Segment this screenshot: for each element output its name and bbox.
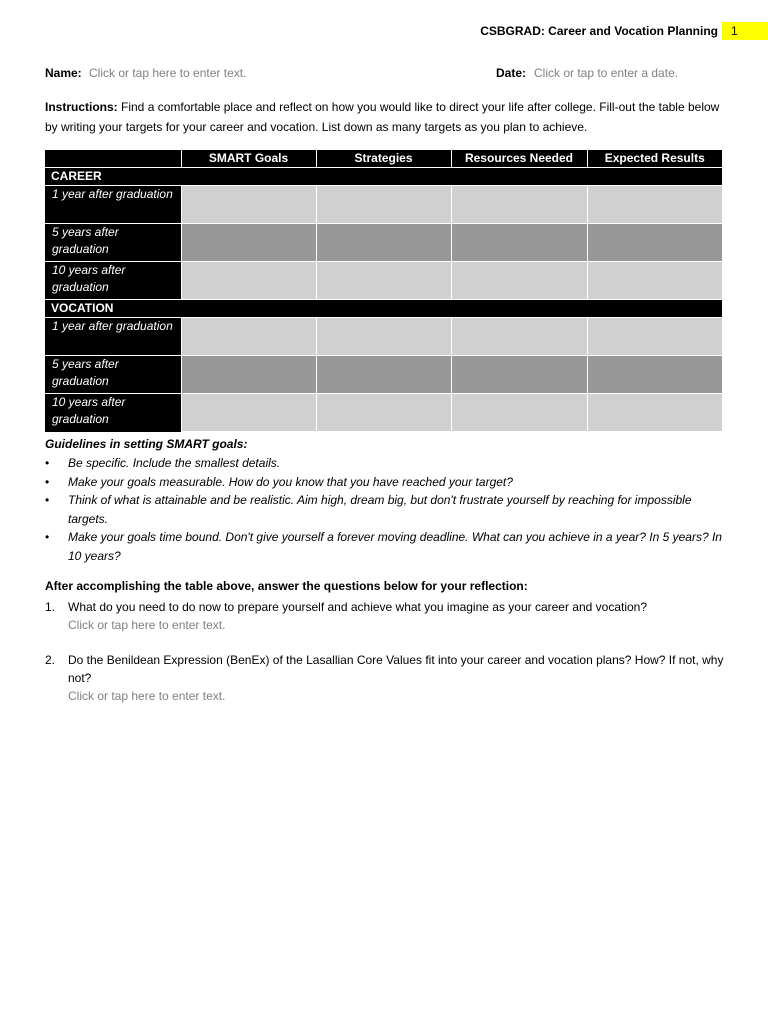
- table-cell-input[interactable]: [451, 394, 587, 432]
- bullet-icon: •: [45, 493, 50, 507]
- table-cell-input[interactable]: [181, 224, 316, 262]
- answer-field[interactable]: Click or tap here to enter text.: [68, 689, 226, 703]
- table-row: [45, 224, 722, 262]
- column-header-smart-goals: SMART Goals: [181, 150, 316, 168]
- table-cell-input[interactable]: [316, 356, 451, 394]
- table-cell-input[interactable]: [587, 186, 722, 224]
- row-label: 10 years after graduation: [45, 262, 181, 300]
- name-label: Name:: [45, 66, 82, 80]
- list-item: [45, 454, 725, 473]
- table-cell-input[interactable]: [587, 356, 722, 394]
- table-cell-input[interactable]: [451, 356, 587, 394]
- table-cell-input[interactable]: [181, 318, 316, 356]
- table-row: [45, 394, 722, 432]
- row-label: 5 years after graduation: [45, 224, 181, 262]
- table-cell-input[interactable]: [587, 262, 722, 300]
- section-row-vocation: [45, 300, 722, 318]
- reflection-question: [45, 651, 725, 705]
- table-row: [45, 186, 722, 224]
- list-item: [45, 491, 725, 528]
- answer-field[interactable]: Click or tap here to enter text.: [68, 618, 226, 632]
- table-cell-input[interactable]: [451, 262, 587, 300]
- table-cell-input[interactable]: [181, 186, 316, 224]
- table-row: [45, 356, 722, 394]
- table-cell-input[interactable]: [587, 394, 722, 432]
- table-cell-input[interactable]: [316, 394, 451, 432]
- table-cell-input[interactable]: [316, 262, 451, 300]
- instructions-label: Instructions:: [45, 100, 118, 114]
- table-cell-input[interactable]: [316, 186, 451, 224]
- question-number: 2.: [45, 653, 56, 667]
- table-row: [45, 318, 722, 356]
- name-field[interactable]: Click or tap here to enter text.: [89, 66, 247, 80]
- date-field[interactable]: Click or tap to enter a date.: [534, 66, 679, 80]
- section-title-career: CAREER: [45, 168, 722, 186]
- table-row: [45, 262, 722, 300]
- date-label: Date:: [496, 66, 527, 80]
- reflection-title: After accomplishing the table above, answer the questions below for your reflection:: [45, 579, 528, 593]
- question-number: 1.: [45, 600, 56, 614]
- guideline-text: Make your goals measurable. How do you know that you have reached your target?: [68, 474, 513, 489]
- guidelines-title: Guidelines in setting SMART goals:: [45, 437, 248, 451]
- table-cell-input[interactable]: [181, 394, 316, 432]
- table-cell-input[interactable]: [587, 224, 722, 262]
- column-header-expected-results: Expected Results: [587, 150, 722, 168]
- list-item: [45, 528, 725, 565]
- table-cell-input[interactable]: [316, 318, 451, 356]
- document-title: CSBGRAD: Career and Vocation Planning: [480, 24, 718, 38]
- table-header-row: [45, 150, 722, 168]
- guideline-text: Think of what is attainable and be realistic. Aim high, dream big, but don't frustrate yourself by reaching for impossible targets.: [68, 493, 692, 526]
- list-item: [45, 473, 725, 492]
- table-cell-input[interactable]: [451, 186, 587, 224]
- guidelines-list: [45, 454, 725, 565]
- column-header: [45, 150, 181, 168]
- section-row-career: [45, 168, 722, 186]
- bullet-icon: •: [45, 474, 50, 489]
- guideline-text: Be specific. Include the smallest details.: [68, 456, 281, 470]
- row-label: 5 years after graduation: [45, 356, 181, 394]
- column-header-resources-needed: Resources Needed: [451, 150, 587, 168]
- question-text: Do the Benildean Expression (BenEx) of the Lasallian Core Values fit into your career and vocation plans? How? If not, why not?: [68, 653, 724, 685]
- row-label: 1 year after graduation: [45, 318, 181, 356]
- table-cell-input[interactable]: [451, 224, 587, 262]
- page-number: 1: [722, 22, 768, 40]
- instructions: [45, 97, 725, 137]
- table-cell-input[interactable]: [181, 262, 316, 300]
- row-label: 10 years after graduation: [45, 394, 181, 432]
- reflection-question: [45, 598, 725, 634]
- bullet-icon: •: [45, 530, 50, 544]
- column-header-strategies: Strategies: [316, 150, 451, 168]
- question-text: What do you need to do now to prepare yourself and achieve what you imagine as your career and vocation?: [68, 600, 648, 614]
- table-cell-input[interactable]: [181, 356, 316, 394]
- instructions-text: Find a comfortable place and reflect on how you would like to direct your life after college. Fill-out the table below by writing your targets for your career and vocation. List down as many targets as you plan to achieve.: [45, 100, 720, 134]
- table-cell-input[interactable]: [451, 318, 587, 356]
- row-label: 1 year after graduation: [45, 186, 181, 224]
- goals-table: [45, 150, 723, 432]
- table-cell-input[interactable]: [587, 318, 722, 356]
- guideline-text: Make your goals time bound. Don't give yourself a forever moving deadline. What can you achieve in a year? In 5 years? In 10 years?: [68, 530, 722, 563]
- bullet-icon: •: [45, 456, 50, 470]
- table-cell-input[interactable]: [316, 224, 451, 262]
- section-title-vocation: VOCATION: [45, 300, 722, 318]
